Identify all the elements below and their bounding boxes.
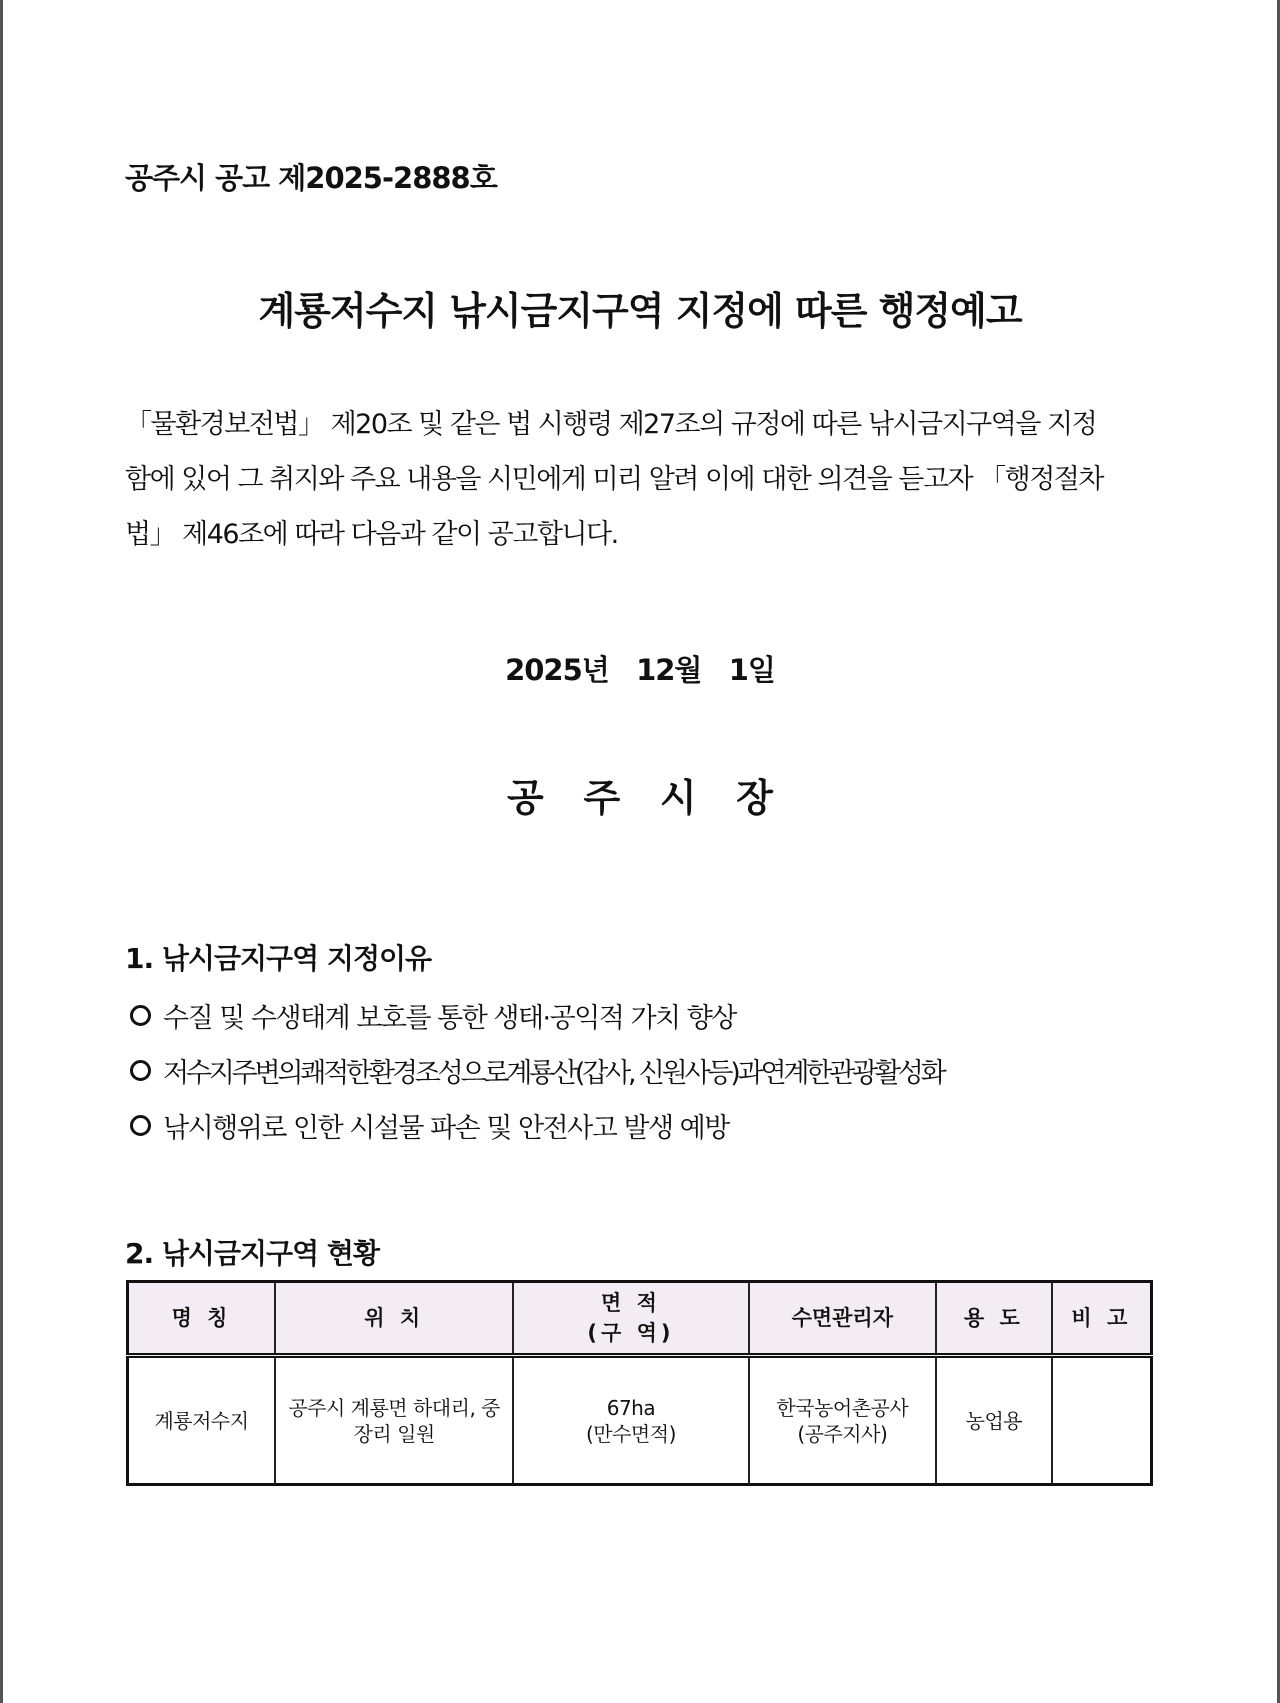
table-row: [128, 1356, 1152, 1485]
reason-text: 저수지주변의쾌적한환경조성으로계룡산(갑사, 신원사등)과연계한관광활성화: [163, 1058, 944, 1089]
column-header-area-sub: (구 역): [587, 1321, 675, 1345]
notice-date: 2025년 12월 1일: [505, 653, 775, 687]
cell-location: 공주시 계룡면 하대리, 중장리 일원: [275, 1356, 513, 1485]
cell-area-note: (만수면적): [585, 1421, 676, 1446]
column-header-location: 위 치: [275, 1282, 513, 1356]
circle-bullet-icon: [130, 1060, 151, 1081]
intro-line: 법」 제46조에 따라 다음과 같이 공고합니다.: [125, 519, 618, 550]
column-header-manager: 수면관리자: [749, 1282, 936, 1356]
cell-use: 농업용: [936, 1356, 1052, 1485]
cell-manager-branch: (공주지사): [797, 1421, 888, 1446]
cell-manager: [749, 1356, 936, 1485]
table-header-row: [128, 1282, 1152, 1356]
list-item: [130, 988, 944, 1043]
reason-text: 수질 및 수생태계 보호를 통한 생태·공익적 가치 향상: [163, 1003, 736, 1034]
column-header-use: 용 도: [936, 1282, 1052, 1356]
list-item: [130, 1043, 944, 1098]
section-heading-status: 2. 낚시금지구역 현황: [125, 1237, 380, 1270]
column-header-area: [513, 1282, 748, 1356]
status-table: [126, 1280, 1153, 1486]
list-item: [130, 1098, 944, 1153]
cell-area-value: 67ha: [606, 1395, 656, 1420]
section-heading-reasons: 1. 낚시금지구역 지정이유: [125, 942, 432, 975]
circle-bullet-icon: [130, 1005, 151, 1026]
circle-bullet-icon: [130, 1115, 151, 1136]
reason-text: 낚시행위로 인한 시설물 파손 및 안전사고 발생 예방: [163, 1113, 729, 1144]
page-border-left: [0, 0, 3, 1703]
document-title: 계룡저수지 낚시금지구역 지정에 따른 행정예고: [258, 289, 1022, 333]
reasons-list: [130, 988, 944, 1153]
cell-name: 계룡저수지: [128, 1356, 276, 1485]
cell-manager-name: 한국농어촌공사: [776, 1395, 909, 1420]
intro-line: 함에 있어 그 취지와 주요 내용을 시민에게 미리 알려 이에 대한 의견을 듣고자 「행정절차: [125, 464, 1103, 495]
column-header-name: 명 칭: [128, 1282, 276, 1356]
intro-line: 「물환경보전법」 제20조 및 같은 법 시행령 제27조의 규정에 따른 낚시금지구역을 지정: [125, 409, 1097, 440]
cell-area: [513, 1356, 748, 1485]
column-header-note: 비 고: [1052, 1282, 1152, 1356]
column-header-area-main: 면 적: [600, 1291, 661, 1315]
notice-number: 공주시 공고 제2025-2888호: [125, 161, 497, 195]
cell-note: [1052, 1356, 1152, 1485]
issuer-signature: 공 주 시 장: [507, 776, 773, 820]
intro-paragraph: [125, 397, 1160, 562]
